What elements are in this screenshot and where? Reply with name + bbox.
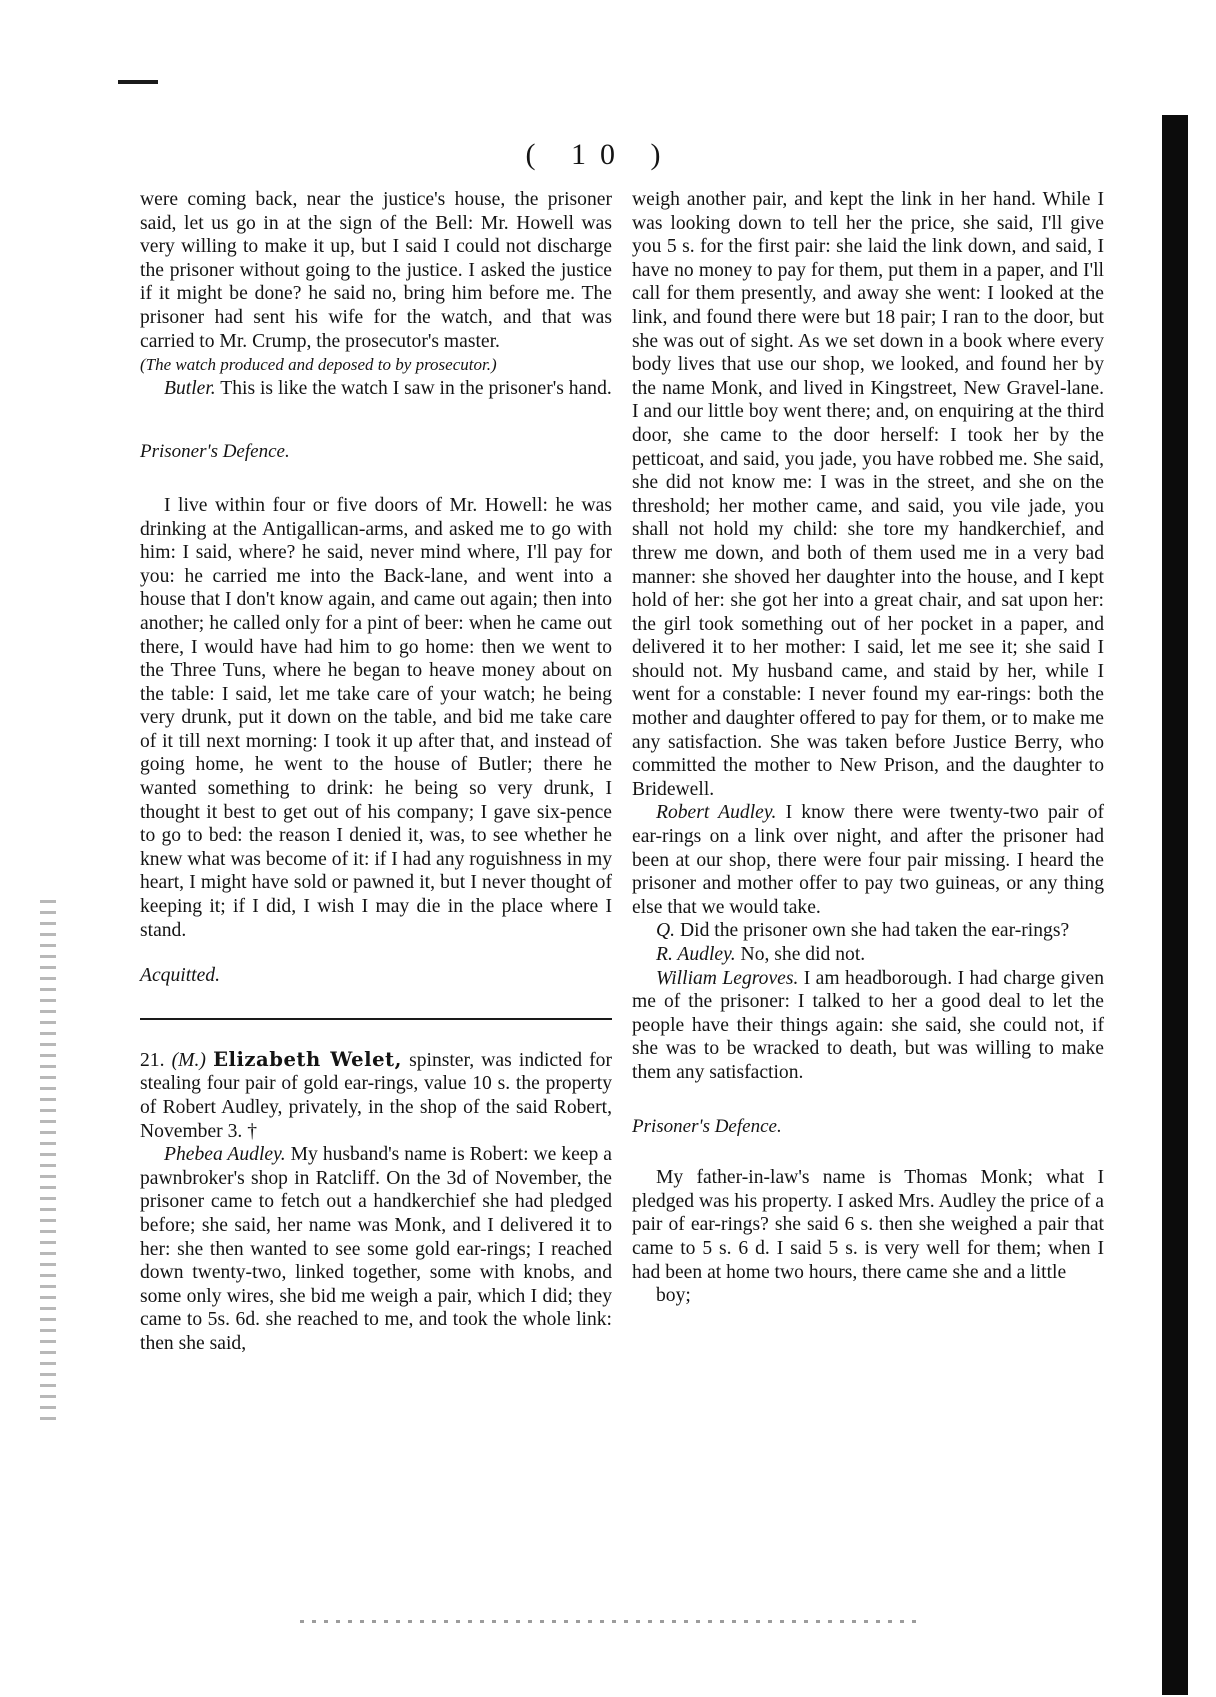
right-column — [632, 188, 1104, 1308]
testimony — [140, 1143, 612, 1355]
speaker-name: William Legroves. — [656, 967, 799, 989]
case-code: (M.) — [171, 1049, 206, 1071]
testimony-text: I am headborough. I had charge given me of the prisoner: I talked to her a good deal to let the people have their things again: she said, she could not, if she was to be wracked to death, but was willing to make them any satisfaction. — [632, 967, 1104, 1083]
scan-binding-marks — [40, 900, 56, 1420]
testimony-text: No, she did not. — [740, 944, 866, 965]
page-number: ( 10 ) — [525, 138, 675, 171]
section-heading: Prisoner's Defence. — [632, 1115, 782, 1137]
editorial-note: (The watch produced and deposed to by prosecutor.) — [140, 355, 497, 375]
paragraph: My father-in-law's name is Thomas Monk; what I pledged was his property. I asked Mrs. Audley the price of a pair of ear-rings? she said 6 s. then she weighed a pair that came to 5 s. 6 d. I said 5 s. is very well for them; when I had been at home two hours, there came she and a little — [632, 1167, 1104, 1283]
defendant-name: Elizabeth Welet, — [213, 1047, 402, 1071]
paragraph: I live within four or five doors of Mr. Howell: he was drinking at the Antigallican-arms, and asked me to go with him: I said, where? he said, never mind where, I'll pay for you: he carried me into the Back-lane, and went into a house that I don't know again, and came out again; then into another; he called only for a pint of beer: when he came out there, I would have had him to go home: then we went to the Three Tuns, where he began to heave money about on the table: I said, let me take care of your watch; he being very drunk, put it down on the table, and bid me take care of it till next morning: I took it up after that, and instead of going home, he went to the house of Butler; there he wanted something to drink: he being so very drunk, I thought it best to get out of his company; I gave six-pence to go to bed: the reason I denied it, was, to see whether he knew what was become of it: if I had any roguishness in my heart, I might have sold or pawned it, but I never thought of keeping it; if I did, I wish I may die in the place where I stand. — [140, 494, 612, 941]
scan-edge-shadow — [1162, 115, 1188, 1695]
verdict: Acquitted. — [140, 965, 220, 987]
testimony-text: Did the prisoner own she had taken the ear-rings? — [679, 920, 1070, 942]
catchword: boy; — [656, 1285, 691, 1307]
scan-noise-bottom — [300, 1620, 920, 1623]
speaker-name: Phebea Audley. — [164, 1144, 286, 1166]
section-heading: Prisoner's Defence. — [140, 441, 290, 463]
testimony — [632, 801, 1104, 919]
case-entry — [140, 1048, 612, 1143]
speaker-name: Butler. — [164, 377, 216, 399]
testimony — [632, 943, 1104, 967]
paragraph: weigh another pair, and kept the link in her hand. While I was looking down to tell her the price, she said, I'll give you 5 s. for the first pair: she laid the link down, and said, I have no money to pay for them, put them in a paper, and I'll call for them presently, and away she went: I looked at the link, and found there were but 18 pair; I ran to the door, but she was out of sight. As we set down in a book where every body lives that use our shop, we looked, and found her by the name Monk, and lived in Kingstreet, New Gravel-lane. I and our little boy went there; and, on enquiring at the third door, she came to the door herself: I took her by the petticoat, and said, you jade, you have robbed me. She said, she did not know me: I was in the street, and she on the threshold; her mother came, and said, you vile jade, you shall not hold my child: she tore my handkerchief, and threw me down, and both of them used me in a very bad manner: she shoved her daughter into the house, and I kept hold of her: she got her into a great chair, and sat upon her: the girl took something out of her pocket in a paper, and delivered it to her mother: I said, let me see it; she said I should not. My husband came, and staid by her, while I went for a constable: I never found my ear-rings: both the mother and daughter offered to pay for them, or to make me any satisfaction. She was taken before Justice Berry, who committed the mother to New Prison, and the daughter to Bridewell. — [632, 189, 1104, 800]
testimony-text: This is like the watch I saw in the prisoner's hand. — [220, 377, 612, 399]
speaker-name: Q. — [656, 920, 676, 942]
scan-mark-top — [118, 80, 158, 84]
left-column — [140, 188, 612, 1356]
testimony — [140, 377, 612, 401]
case-text: spinster, was indicted for stealing four pair of gold ear-rings, value 10 s. the property of Robert Audley, privately, in the shop of the said Robert, November 3. † — [140, 1049, 613, 1142]
case-number: 21. — [140, 1049, 165, 1071]
paragraph: were coming back, near the justice's house, the prisoner said, let us go in at the sign of the Bell: Mr. Howell was very willing to make it up, but I said I could not discharge the prisoner without going to the justice. I asked the justice if it might be done? he said no, bring him before me. The prisoner had sent his wife for the watch, and that was carried to Mr. Crump, the prosecutor's master. — [140, 189, 612, 352]
testimony-text: My husband's name is Robert: we keep a pawnbroker's shop in Ratcliff. On the 3d of November, the prisoner came to fetch out a handkerchief she had pledged before; she said, her name was Monk, and I delivered it to her: she then wanted to see some gold ear-rings; I reached down twenty-two, linked together, some with knobs, and some only wires, she bid me weigh a pair, which I did; they came to 5s. 6d. she reached to me, and took the whole link: then she said, — [140, 1144, 613, 1354]
testimony-text: I know there were twenty-two pair of ear-rings on a link over night, and after the prisoner had been at our shop, there were four pair missing. I heard the prisoner and mother offer to pay two guineas, or any thing else that we would take. — [632, 802, 1104, 918]
speaker-name: Robert Audley. — [656, 802, 777, 824]
speaker-name: R. Audley. — [656, 944, 736, 965]
testimony — [632, 967, 1104, 1085]
testimony — [632, 919, 1104, 943]
